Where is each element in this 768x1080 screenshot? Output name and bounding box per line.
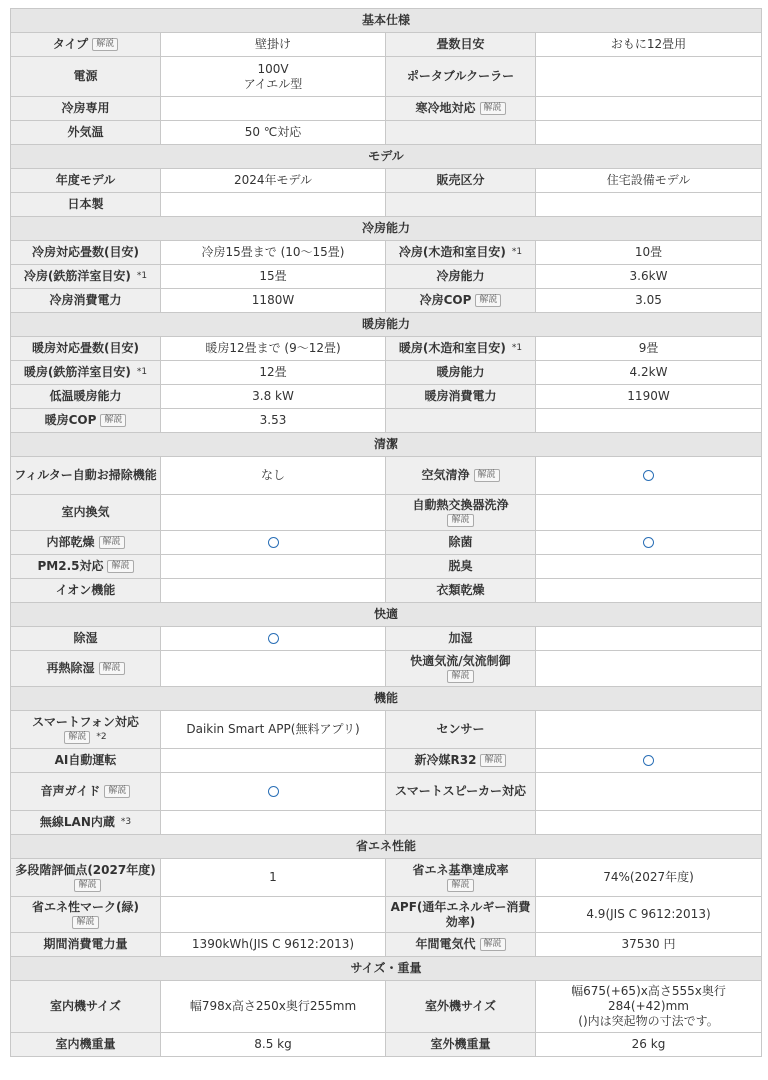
value-cold-region (536, 97, 762, 121)
label-tatami: 畳数目安 (386, 33, 536, 57)
label-heat-cop: 暖房COP 解説 (11, 409, 161, 433)
label-sales-category: 販売区分 (386, 169, 536, 193)
label-deodorize: 脱臭 (386, 555, 536, 579)
label-cool-consumption: 冷房消費電力 (11, 289, 161, 313)
spec-table-container (10, 8, 761, 1057)
label-heat-exchanger-clean: 自動熱交換器洗浄 解説 (386, 495, 536, 531)
value-r32 (536, 749, 762, 773)
label-smart-speaker: スマートスピーカー対応 (386, 773, 536, 811)
label-heat-tatami: 暖房対応畳数(目安) (11, 337, 161, 361)
label-pm25: PM2.5対応 解説 (11, 555, 161, 579)
circle-mark-icon (268, 633, 279, 644)
kaisetsu-button[interactable]: 解説 (64, 731, 90, 744)
kaisetsu-button[interactable]: 解説 (480, 938, 506, 951)
kaisetsu-button[interactable]: 解説 (475, 294, 501, 307)
value-coolonly (161, 97, 386, 121)
label-low-temp-heat: 低温暖房能力 (11, 385, 161, 409)
label-airflow-control: 快適気流/気流制御 解説 (386, 651, 536, 687)
label-sensor: センサー (386, 711, 536, 749)
kaisetsu-button[interactable]: 解説 (100, 414, 126, 427)
label-type: タイプ 解説 (11, 33, 161, 57)
label-made-in-japan: 日本製 (11, 193, 161, 217)
section-header-model: モデル (11, 145, 762, 169)
kaisetsu-button[interactable]: 解説 (447, 879, 473, 892)
label-heat-rc: 暖房(鉄筋洋室目安) *1 (11, 361, 161, 385)
kaisetsu-button[interactable]: 解説 (447, 514, 473, 527)
label-cool-rc: 冷房(鉄筋洋室目安) *1 (11, 265, 161, 289)
kaisetsu-button[interactable]: 解説 (74, 879, 100, 892)
label-sterilize: 除菌 (386, 531, 536, 555)
value-sales-category: 住宅設備モデル (536, 169, 762, 193)
label-dehumidify: 除湿 (11, 627, 161, 651)
label-cool-tatami: 冷房対応畳数(目安) (11, 241, 161, 265)
value-voice-guide (161, 773, 386, 811)
value-type[interactable]: 壁掛け (161, 33, 386, 57)
value-power: 100V アイエル型 (161, 57, 386, 97)
value-indoor-weight[interactable]: 8.5 kg (161, 1033, 386, 1057)
value-indoor-size: 幅798x高さ250x奥行255mm (161, 981, 386, 1033)
label-air-purify: 空気清浄 解説 (386, 457, 536, 495)
value-apf: 4.9(JIS C 9612:2013) (536, 897, 762, 933)
value-smartphone: Daikin Smart APP(無料アプリ) (161, 711, 386, 749)
section-header-function: 機能 (11, 687, 762, 711)
section-header-comfort: 快適 (11, 603, 762, 627)
label-indoor-size: 室内機サイズ (11, 981, 161, 1033)
label-portable: ポータブルクーラー (386, 57, 536, 97)
value-heat-capacity: 4.2kW (536, 361, 762, 385)
value-tatami[interactable]: おもに12畳用 (536, 33, 762, 57)
value-annual-cost[interactable]: 37530 円 (536, 933, 762, 957)
label-ion: イオン機能 (11, 579, 161, 603)
label-coolonly: 冷房専用 (11, 97, 161, 121)
section-header-energy: 省エネ性能 (11, 835, 762, 859)
value-air-purify (536, 457, 762, 495)
value-year-model[interactable]: 2024年モデル (161, 169, 386, 193)
label-indoor-weight: 室内機重量 (11, 1033, 161, 1057)
circle-mark-icon (268, 786, 279, 797)
label-cool-wood: 冷房(木造和室目安) *1 (386, 241, 536, 265)
label-reheat-dehumidify: 再熱除湿 解説 (11, 651, 161, 687)
value-heat-consumption: 1190W (536, 385, 762, 409)
value-multi-stage-rating: 1 (161, 859, 386, 897)
kaisetsu-button[interactable]: 解説 (480, 754, 506, 767)
value-sterilize (536, 531, 762, 555)
section-header-clean: 清潔 (11, 433, 762, 457)
value-internal-dry (161, 531, 386, 555)
label-internal-dry: 内部乾燥 解説 (11, 531, 161, 555)
circle-mark-icon (643, 470, 654, 481)
label-multi-stage-rating: 多段階評価点(2027年度)解説 (11, 859, 161, 897)
kaisetsu-button[interactable]: 解説 (474, 469, 500, 482)
value-cool-cop: 3.05 (536, 289, 762, 313)
value-outdoor-weight[interactable]: 26 kg (536, 1033, 762, 1057)
value-dehumidify (161, 627, 386, 651)
value-outdoor-temp[interactable]: 50 ℃対応 (161, 121, 386, 145)
label-cold-region: 寒冷地対応 解説 (386, 97, 536, 121)
label-energy-mark: 省エネ性マーク(緑) 解説 (11, 897, 161, 933)
label-annual-cost: 年間電気代 解説 (386, 933, 536, 957)
section-header-heating: 暖房能力 (11, 313, 762, 337)
value-cool-wood: 10畳 (536, 241, 762, 265)
value-outdoor-size: 幅675(+65)x高さ555x奥行284(+42)mm ()内は突起物の寸法です。 (536, 981, 762, 1033)
circle-mark-icon (643, 755, 654, 766)
label-clothes-dry: 衣類乾燥 (386, 579, 536, 603)
kaisetsu-button[interactable]: 解説 (447, 670, 473, 683)
label-cool-cop: 冷房COP 解説 (386, 289, 536, 313)
value-cool-capacity: 3.6kW (536, 265, 762, 289)
label-humidify: 加湿 (386, 627, 536, 651)
label-period-consumption: 期間消費電力量 (11, 933, 161, 957)
value-portable (536, 57, 762, 97)
label-r32: 新冷媒R32 解説 (386, 749, 536, 773)
circle-mark-icon (643, 537, 654, 548)
section-header-size: サイズ・重量 (11, 957, 762, 981)
section-header-cooling: 冷房能力 (11, 217, 762, 241)
label-outdoor-size: 室外機サイズ (386, 981, 536, 1033)
value-cool-rc: 15畳 (161, 265, 386, 289)
kaisetsu-button[interactable]: 解説 (99, 536, 125, 549)
label-year-model: 年度モデル (11, 169, 161, 193)
value-filter-auto-clean[interactable]: なし (161, 457, 386, 495)
label-filter-auto-clean: フィルター自動お掃除機能 (11, 457, 161, 495)
value-heat-wood: 9畳 (536, 337, 762, 361)
label-heat-capacity: 暖房能力 (386, 361, 536, 385)
value-cool-consumption: 1180W (161, 289, 386, 313)
value-heat-rc: 12畳 (161, 361, 386, 385)
kaisetsu-button[interactable]: 解説 (107, 560, 133, 573)
label-voice-guide: 音声ガイド 解説 (11, 773, 161, 811)
label-heat-wood: 暖房(木造和室目安) *1 (386, 337, 536, 361)
label-apf: APF(通年エネルギー消費効率) (386, 897, 536, 933)
circle-mark-icon (268, 537, 279, 548)
kaisetsu-button[interactable]: 解説 (92, 38, 118, 51)
value-cool-tatami: 冷房15畳まで (10～15畳) (161, 241, 386, 265)
value-energy-achievement: 74%(2027年度) (536, 859, 762, 897)
value-period-consumption: 1390kWh(JIS C 9612:2013) (161, 933, 386, 957)
label-heat-consumption: 暖房消費電力 (386, 385, 536, 409)
value-heat-cop: 3.53 (161, 409, 386, 433)
label-outdoor-temp: 外気温 (11, 121, 161, 145)
label-wireless-lan: 無線LAN内蔵 *3 (11, 811, 161, 835)
label-ai-auto: AI自動運転 (11, 749, 161, 773)
value-heat-tatami: 暖房12畳まで (9～12畳) (161, 337, 386, 361)
label-outdoor-weight: 室外機重量 (386, 1033, 536, 1057)
section-header-basic: 基本仕様 (11, 9, 762, 33)
kaisetsu-button[interactable]: 解説 (104, 785, 130, 798)
spec-table (10, 8, 762, 1057)
kaisetsu-button[interactable]: 解説 (99, 662, 125, 675)
kaisetsu-button[interactable]: 解説 (72, 916, 98, 929)
label-smartphone: スマートフォン対応 解説 *2 (11, 711, 161, 749)
label-cool-capacity: 冷房能力 (386, 265, 536, 289)
label-ventilation: 室内換気 (11, 495, 161, 531)
label-power: 電源 (11, 57, 161, 97)
label-energy-achievement: 省エネ基準達成率 解説 (386, 859, 536, 897)
kaisetsu-button[interactable]: 解説 (480, 102, 506, 115)
value-low-temp-heat[interactable]: 3.8 kW (161, 385, 386, 409)
